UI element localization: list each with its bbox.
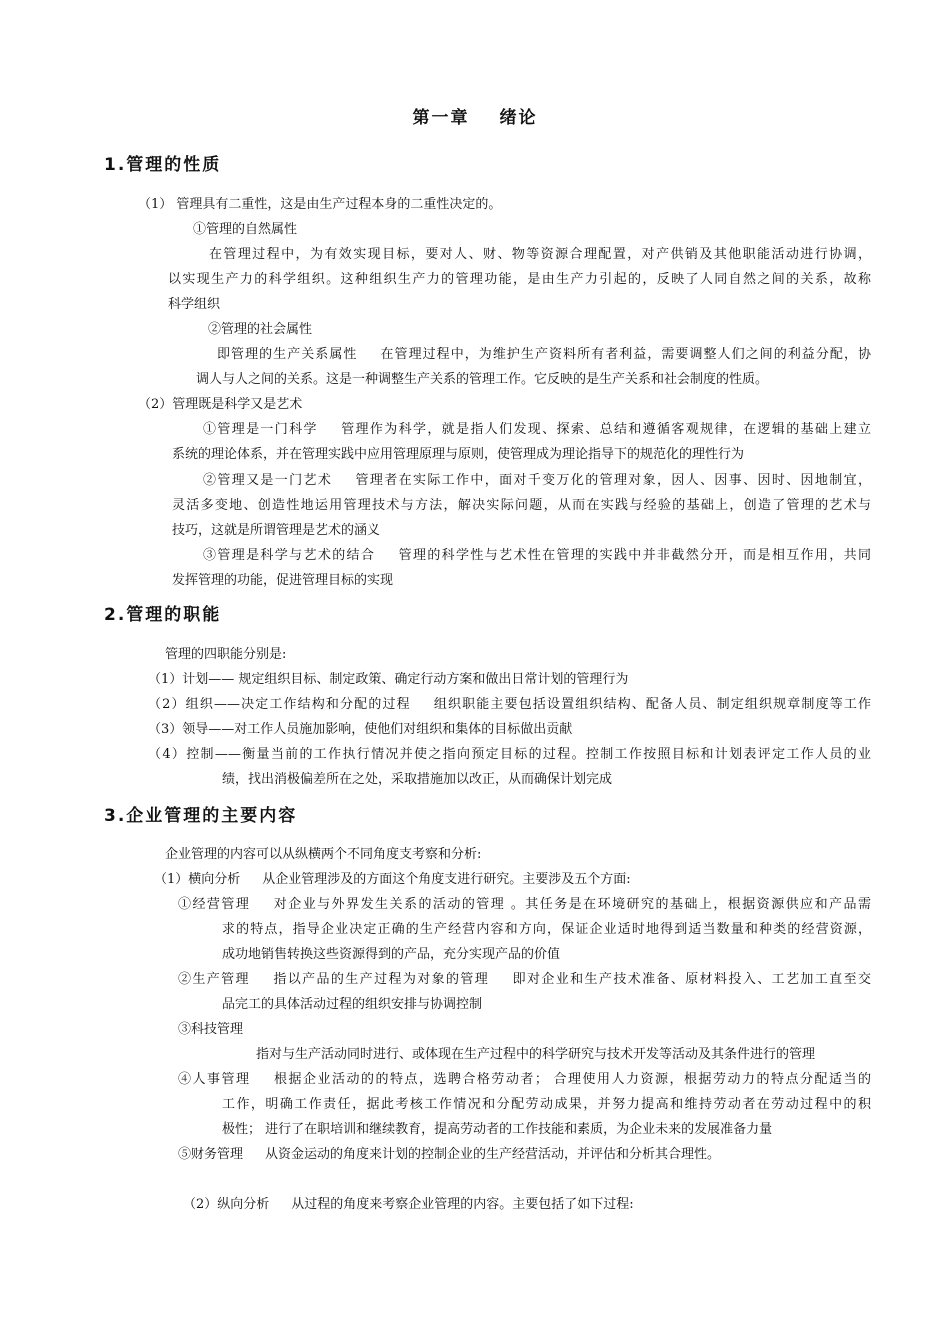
definition: 从资金运动的角度来计划的控制企业的生产经营活动，并评估和分析其合理性。 bbox=[265, 1147, 721, 1162]
list-item: （1）计划—— 规定组织目标、制定政策、确定行动方案和做出日常计划的管理行为 bbox=[148, 672, 629, 687]
text-line bbox=[203, 421, 871, 439]
definition: 根据企业活动的的特点，选聘合格劳动者； 合理使用人力资源，根据劳动力的特点分配适当的 bbox=[272, 1072, 871, 1087]
list-item bbox=[148, 696, 871, 714]
definition: 对企业与外界发生关系的活动的管理 。其任务是在环境研究的基础上，根据资源供应和产品需 bbox=[272, 897, 871, 912]
text-line: 管理的四职能分别是: bbox=[165, 647, 287, 662]
text-line: 以实现生产力的科学组织。这种组织生产力的管理功能，是由生产力引起的，反映了人同自然之间的关系，故称 bbox=[168, 272, 871, 287]
text-line bbox=[203, 547, 871, 565]
term: （1）横向分析 bbox=[154, 872, 241, 887]
definition: 管理的科学性与艺术性在管理的实践中并非截然分开，而是相互作用，共同 bbox=[397, 548, 871, 563]
text-line: 极性； 进行了在职培训和继续教育，提高劳动者的工作技能和素质，为企业未来的发展准备力量 bbox=[222, 1122, 773, 1137]
list-item: （3）领导——对工作人员施加影响，使他们对组织和集体的目标做出贡献 bbox=[148, 722, 573, 737]
text-line: 工作，明确工作责任，据此考核工作情况和分配劳动成果，并努力提高和维持劳动者在劳动过程中的积 bbox=[222, 1097, 871, 1112]
term: ①经营管理 bbox=[178, 897, 251, 912]
text-line bbox=[217, 346, 871, 364]
text-line: 系统的理论体系，并在管理实践中应用管理原理与原则，使管理成为理论指导下的规范化的理性行为 bbox=[172, 447, 745, 462]
term: ⑤财务管理 bbox=[178, 1147, 244, 1162]
text-line: 科学组织 bbox=[168, 297, 221, 312]
list-item bbox=[178, 1071, 871, 1089]
chapter-title bbox=[0, 103, 950, 128]
text-line: 企业管理的内容可以从纵横两个不同角度支考察和分析: bbox=[165, 847, 482, 862]
paragraph-1: （1） 管理具有二重性，这是由生产过程本身的二重性决定的。 bbox=[138, 197, 502, 212]
term: （2）纵向分析 bbox=[183, 1197, 270, 1212]
chapter-number: 第一章 bbox=[412, 108, 470, 128]
definition: 在管理过程中，为维护生产资料所有者利益，需要调整人们之间的利益分配，协 bbox=[379, 347, 871, 362]
term: （2）组织——决定工作结构和分配的过程 bbox=[148, 697, 411, 712]
definition: 管理者在实际工作中，面对千变万化的管理对象，因人、因事、因时、因地制宜， bbox=[354, 473, 871, 488]
text-line: 品完工的具体活动过程的组织安排与协调控制 bbox=[222, 997, 483, 1012]
text-line: 绩，找出消极偏差所在之处，采取措施加以改正，从而确保计划完成 bbox=[222, 772, 613, 787]
definition: 即对企业和生产技术准备、原材料投入、工艺加工直至交 bbox=[511, 972, 871, 987]
text-line bbox=[183, 1196, 634, 1214]
paragraph-2: （2）管理既是科学又是艺术 bbox=[138, 397, 303, 412]
text-line: 指对与生产活动同时进行、或体现在生产过程中的科学研究与技术开发等活动及其条件进行的管理 bbox=[256, 1047, 816, 1062]
list-item: ③科技管理 bbox=[178, 1022, 244, 1037]
text-line: 调人与人之间的关系。这是一种调整生产关系的管理工作。它反映的是生产关系和社会制度的性质。 bbox=[196, 372, 769, 387]
section-heading-1: 1.管理的性质 bbox=[104, 155, 222, 175]
term: ④人事管理 bbox=[178, 1072, 251, 1087]
definition: 从企业管理涉及的方面这个角度支进行研究。主要涉及五个方面: bbox=[262, 872, 631, 887]
term: ②管理又是一门艺术 bbox=[203, 473, 333, 488]
subheading-natural-attribute: ①管理的自然属性 bbox=[193, 222, 298, 237]
section-heading-2: 2.管理的职能 bbox=[104, 605, 222, 625]
text-line: 求的特点，指导企业决定正确的生产经营内容和方向，保证企业适时地得到适当数量和种类的经营资源， bbox=[222, 922, 871, 937]
term: ①管理是一门科学 bbox=[203, 422, 318, 437]
section-heading-3: 3.企业管理的主要内容 bbox=[104, 806, 298, 826]
list-item bbox=[178, 971, 871, 989]
definition: 从过程的角度来考察企业管理的内容。主要包括了如下过程: bbox=[291, 1197, 634, 1212]
definition: 组织职能主要包括设置组织结构、配备人员、制定组织规章制度等工作 bbox=[432, 697, 871, 712]
term: 即管理的生产关系属性 bbox=[217, 347, 358, 362]
definition: 管理作为科学，就是指人们发现、探索、总结和遵循客观规律，在逻辑的基础上建立 bbox=[339, 422, 871, 437]
subheading-social-attribute: ②管理的社会属性 bbox=[208, 322, 313, 337]
text-line: 灵活多变地、创造性地运用管理技术与方法，解决实际问题，从而在实践与经验的基础上，创造了管理的艺术与 bbox=[172, 498, 871, 513]
list-item: （4）控制——衡量当前的工作执行情况并使之指向预定目标的过程。控制工作按照目标和计划表评定工作人员的业 bbox=[148, 747, 871, 762]
list-item bbox=[178, 1146, 720, 1164]
text-line bbox=[154, 871, 631, 889]
list-item bbox=[178, 896, 871, 914]
text-line: 在管理过程中，为有效实现目标，要对人、财、物等资源合理配置，对产供销及其他职能活动进行协调， bbox=[209, 247, 871, 262]
text-line bbox=[203, 472, 871, 490]
term: ②生产管理 bbox=[178, 972, 250, 987]
definition: 指以产品的生产过程为对象的管理 bbox=[271, 972, 490, 987]
term: ③管理是科学与艺术的结合 bbox=[203, 548, 376, 563]
text-line: 技巧，这就是所谓管理是艺术的涵义 bbox=[172, 523, 381, 538]
text-line: 成功地销售转换这些资源得到的产品，充分实现产品的价值 bbox=[222, 947, 561, 962]
chapter-name: 绪论 bbox=[499, 108, 538, 128]
text-line: 发挥管理的功能，促进管理目标的实现 bbox=[172, 573, 394, 588]
